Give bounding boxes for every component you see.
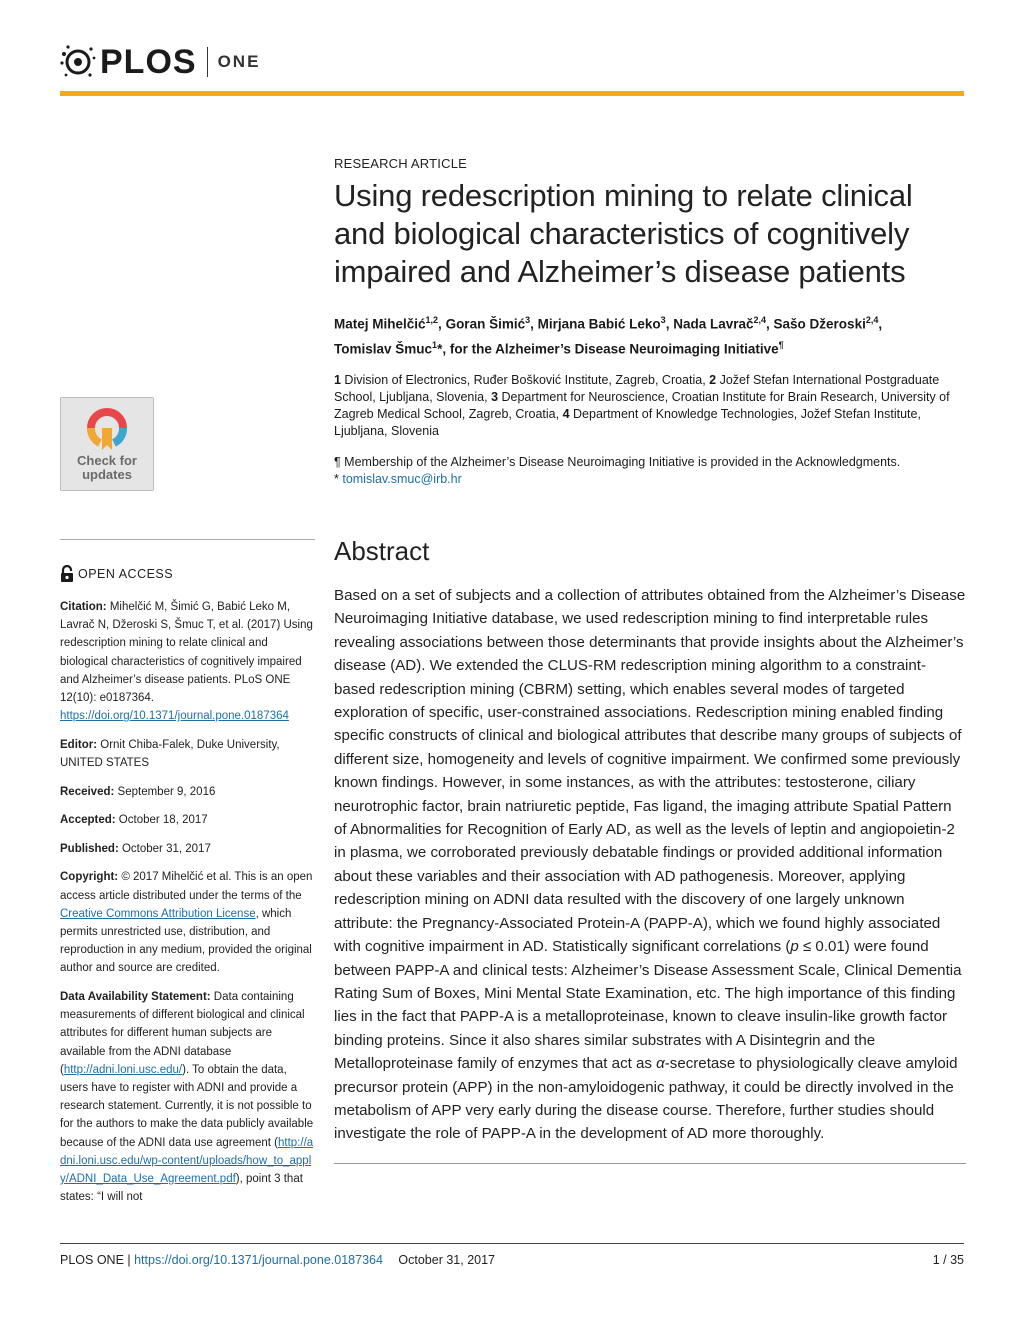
- data-availability-block: [60, 988, 315, 1206]
- author-affiliation-marker: 1: [432, 339, 438, 350]
- author-notes: [334, 454, 966, 488]
- author-list: [334, 310, 966, 359]
- affiliation-number: 2: [709, 373, 717, 387]
- accepted-block: [60, 811, 315, 829]
- author-name: Mirjana Babić Leko: [537, 316, 661, 332]
- footer-divider: [60, 1243, 964, 1244]
- open-access-text: OPEN ACCESS: [78, 567, 174, 581]
- abstract-alpha-symbol: α: [656, 1055, 665, 1073]
- corresponding-author: [334, 471, 966, 488]
- author-affiliation-marker: ¶: [778, 339, 784, 350]
- article-main: [334, 150, 966, 1164]
- article-title: Using redescription mining to relate clinical and biological characteristics of cognitively impaired and Alzheimer’s disease patients: [334, 178, 913, 289]
- author-name: Sašo Džeroski: [773, 316, 866, 332]
- author-affiliation-marker: 3: [525, 315, 531, 325]
- abstract-p-symbol: p: [790, 938, 799, 956]
- corresponding-email-link[interactable]: tomislav.smuc@irb.hr: [342, 472, 462, 486]
- adni-agreement-link[interactable]: http://adni.loni.usc.edu/wp-content/uploads/how_to_apply/ADNI_Data_Use_Agreement.pdf: [60, 1136, 314, 1186]
- affiliations: [334, 372, 966, 440]
- crossmark-icon: [82, 404, 132, 454]
- abstract-divider: [334, 1163, 966, 1164]
- affiliation-text: Jožef Stefan International Postgraduate School, Ljubljana, Slovenia,: [334, 373, 940, 404]
- plos-logo-icon: [60, 44, 96, 80]
- published-label: Published:: [60, 842, 119, 855]
- author-affiliation-marker: 2,4: [753, 315, 767, 325]
- copyright-block: [60, 868, 315, 977]
- footer-journal: PLOS ONE |: [60, 1253, 135, 1267]
- footer-doi-link[interactable]: https://doi.org/10.1371/journal.pone.0187364: [134, 1253, 383, 1267]
- author-separator: ,: [878, 316, 883, 332]
- header-accent-bar: [60, 91, 964, 96]
- author-separator: ,: [438, 316, 446, 332]
- received-label: Received:: [60, 785, 115, 798]
- affiliation-number: 3: [491, 390, 499, 404]
- logo-text: PLOS: [100, 43, 197, 81]
- author-affiliation-marker: 1,2: [425, 315, 439, 325]
- author-affiliation-marker: 3: [660, 315, 666, 325]
- journal-name: ONE: [217, 52, 261, 71]
- page-header: [60, 40, 964, 96]
- published-block: [60, 840, 315, 858]
- citation-doi-link[interactable]: https://doi.org/10.1371/journal.pone.0187364: [60, 710, 289, 723]
- plos-one-logo[interactable]: [60, 42, 260, 82]
- abstract-part-2: ≤ 0.01) were found between PAPP-A and clinical tests: Alzheimer’s Disease Assessment Scale, Clinical Dementia Rating Sum of Boxes, Mini Mental State Examination, etc. The high importance of this finding lies in the fact that PAPP-A is a metalloproteinase, known to cleave insulin-like growth factor binding proteins. Since it also shares similar substrates with A Disintegrin and the Metalloproteinase family of enzymes that act as: [334, 938, 962, 1073]
- check-for-updates-badge[interactable]: [60, 397, 154, 491]
- abstract-part-3: -secretase to physiologically cleave amyloid precursor protein (APP) in the non-amyloidogenic pathway, it could be directly involved in the metabolism of APP very early during the disease course. Therefore, further studies should investigate the role of PAPP-A in the development of AD more thoroughly.: [334, 1055, 958, 1143]
- abstract-text: [334, 584, 966, 1146]
- affiliation-text: Department of Knowledge Technologies, Jožef Stefan Institute, Ljubljana, Slovenia: [334, 407, 921, 438]
- author-separator: *,: [437, 341, 450, 356]
- accepted-label: Accepted:: [60, 814, 116, 827]
- data-availability-text-3: ), point 3 that states: “I will not: [60, 1173, 303, 1204]
- copyright-text: © 2017 Mihelčić et al. This is an open access article distributed under the terms of the: [60, 871, 313, 902]
- sidebar-divider: [60, 539, 315, 540]
- membership-note: ¶ Membership of the Alzheimer’s Disease Neuroimaging Initiative is provided in the Acknowledgments.: [334, 455, 901, 469]
- editor-text: Ornit Chiba-Falek, Duke University, UNITED STATES: [60, 738, 280, 770]
- corresponding-marker: *: [334, 472, 343, 486]
- author-name: Tomislav Šmuc: [334, 341, 433, 356]
- copyright-label: Copyright:: [60, 871, 119, 884]
- affiliation-number: 1: [334, 373, 341, 387]
- citation-block: [60, 598, 315, 725]
- author-separator: ,: [665, 316, 674, 332]
- editor-label: Editor:: [60, 738, 98, 751]
- page-number: 1 / 35: [932, 1253, 964, 1267]
- abstract-heading: Abstract: [334, 536, 430, 566]
- received-block: [60, 783, 315, 801]
- author-name: Matej Mihelčić: [334, 316, 426, 332]
- data-availability-text-2: ). To obtain the data, users have to register with ADNI and provide a research statement. Currently, it is not possible to for the authors to make the data publicly available because of the ADNI data use agreement (: [60, 1063, 314, 1149]
- affiliation-text: Division of Electronics, Ruđer Bošković Institute, Zagreb, Croatia,: [340, 373, 710, 387]
- data-availability-text: Data containing measurements of different biological and clinical attributes for different human subjects are available from the ADNI database (: [60, 991, 305, 1076]
- page-footer: [60, 1253, 964, 1267]
- copyright-text-end: , which permits unrestricted use, distribution, and reproduction in any medium, provided the original author and source are credited.: [60, 907, 312, 975]
- open-lock-icon: [60, 565, 74, 583]
- author-name: Goran Šimić: [445, 316, 526, 332]
- article-type: RESEARCH ARTICLE: [334, 156, 467, 171]
- license-link[interactable]: Creative Commons Attribution License: [60, 907, 256, 920]
- author-name: Nada Lavrač: [673, 316, 754, 332]
- author-name: for the Alzheimer’s Disease Neuroimaging Initiative: [449, 341, 779, 356]
- abstract-part-1: Based on a set of subjects and a collection of attributes obtained from the Alzheimer’s Disease Neuroimaging Initiative database, we used redescription mining to find interpretable rules revealing associations between those determinants that provide insights about the Alzheimer’s disease (AD). We extended the CLUS-RM redescription mining algorithm to a constraint-based redescription mining (CBRM) setting, which enables several modes of targeted exploration of specific, user-constrained associations. Redescription mining enabled finding specific constructs of clinical and biological attributes that describe many groups of subjects of different size, homogeneity and levels of cognitive impairment. We confirmed some previously known findings. However, in some instances, as with the attributes: testosterone, ciliary neurotrophic factor, brain natriuretic peptide, Fas ligand, the imaging attribute Spatial Pattern of Abnormalities for Recognition of Early AD, as well as the levels of leptin and angiopoietin-2 in plasma, we corroborated previously debatable findings or provided additional information about these variables and their association with AD pathogenesis. Moreover, applying redescription mining on ADNI data resulted with the discovery of one largely unknown attribute: the Pregnancy-Associated Protein-A (PAPP-A), which we found highly associated with cognitive impairment in AD. Statistically significant correlations (: [334, 587, 966, 956]
- author-separator: ,: [530, 316, 538, 332]
- badge-label: Check for updates: [77, 453, 137, 482]
- affiliation-text: Department for Neuroscience, Croatian Institute for Brain Research, University of Zagreb Medical School, Zagreb, Croatia,: [334, 390, 950, 421]
- article-metadata-sidebar: [60, 598, 315, 1217]
- published-date: October 31, 2017: [118, 842, 211, 855]
- editor-block: [60, 736, 315, 772]
- footer-date: October 31, 2017: [398, 1253, 496, 1267]
- citation-text: Mihelčić M, Šimić G, Babić Leko M, Lavrač N, Džeroski S, Šmuc T, et al. (2017) Using redescription mining to relate clinical and biological characteristics of cognitively impaired and Alzheimer’s disease patients. PLoS ONE 12(10): e0187364.: [60, 601, 313, 705]
- received-date: September 9, 2016: [114, 785, 216, 798]
- accepted-date: October 18, 2017: [115, 814, 208, 827]
- logo-divider: [207, 47, 208, 77]
- citation-label: Citation:: [60, 601, 107, 613]
- author-separator: ,: [766, 316, 774, 332]
- open-access-label: [60, 565, 173, 583]
- author-affiliation-marker: 2,4: [865, 315, 879, 325]
- adni-link[interactable]: http://adni.loni.usc.edu/: [63, 1063, 183, 1076]
- data-availability-label: Data Availability Statement:: [60, 991, 211, 1003]
- affiliation-number: 4: [562, 407, 570, 421]
